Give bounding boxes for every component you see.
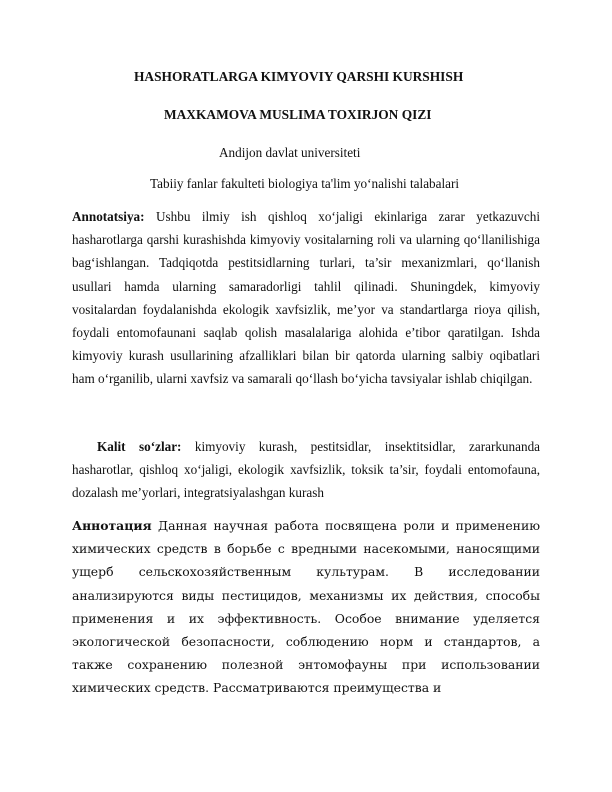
keywords-paragraph xyxy=(72,435,540,505)
annotation-label: Annotatsiya: xyxy=(72,209,145,224)
russian-annotation-paragraph xyxy=(72,514,540,700)
keywords-text: kimyoviy kurash, pestitsidlar, insektitsidlar, zararkunanda hasharotlar, qishloq xo‘jaligi, ekologik xavfsizlik, toksik ta’sir, foydali entomofauna, dozalash me’yorlari, integratsiyalashgan kurash xyxy=(72,439,541,501)
russian-annotation-label: Аннотация xyxy=(72,518,152,533)
affiliation-university: Andijon davlat universiteti xyxy=(219,145,361,160)
annotation-paragraph xyxy=(72,205,540,391)
keywords-label: Kalit so‘zlar: xyxy=(97,439,182,454)
page-title: HASHORATLARGA KIMYOVIY QARSHI KURSHISH xyxy=(134,69,464,84)
annotation-text: Ushbu ilmiy ish qishloq xo‘jaligi ekinlariga zarar yetkazuvchi hasharotlarga qarshi kurashishda kimyoviy vositalarning roli va ularning qo‘llanilishiga bag‘ishlangan. Tadqiqotda pestitsidlarning turlari, ta’sir mexanizmlari, qo‘llanish usullari hamda ularning samaradorligi tahlil qilinadi. Shuningdek, kimyoviy vositalardan foydalanishda ekologik xavfsizlik, me’yor va standartlarga rioya qilish, foydali entomofaunani saqlab qolish masalalariga alohida e’tibor qaratilgan. Ishda kimyoviy kurash usullarining afzalliklari bilan bir qatorda ularning salbiy oqibatlari ham o‘rganilib, ularni xavfsiz va samarali qo‘llash bo‘yicha tavsiyalar ishlab chiqilgan. xyxy=(72,209,540,387)
affiliation-faculty: Tabiiy fanlar fakulteti biologiya ta'lim yo‘nalishi talabalari xyxy=(150,176,460,191)
author-name: MAXKAMOVA MUSLIMA TOXIRJON QIZI xyxy=(164,107,432,122)
russian-annotation-text: Данная научная работа посвящена роли и применению химических средств в борьбе с вредными насекомыми, наносящими ущерб сельскохозяйственным культурам. В исследовании анализируются виды пестицидов, механизмы их действия, способы применения и их эффективность. Особое внимание уделяется экологической безопасности, соблюдению норм и стандартов, а также сохранению полезной энтомофауны при использовании химических средств. Рассматриваются преимущества и xyxy=(72,518,540,696)
